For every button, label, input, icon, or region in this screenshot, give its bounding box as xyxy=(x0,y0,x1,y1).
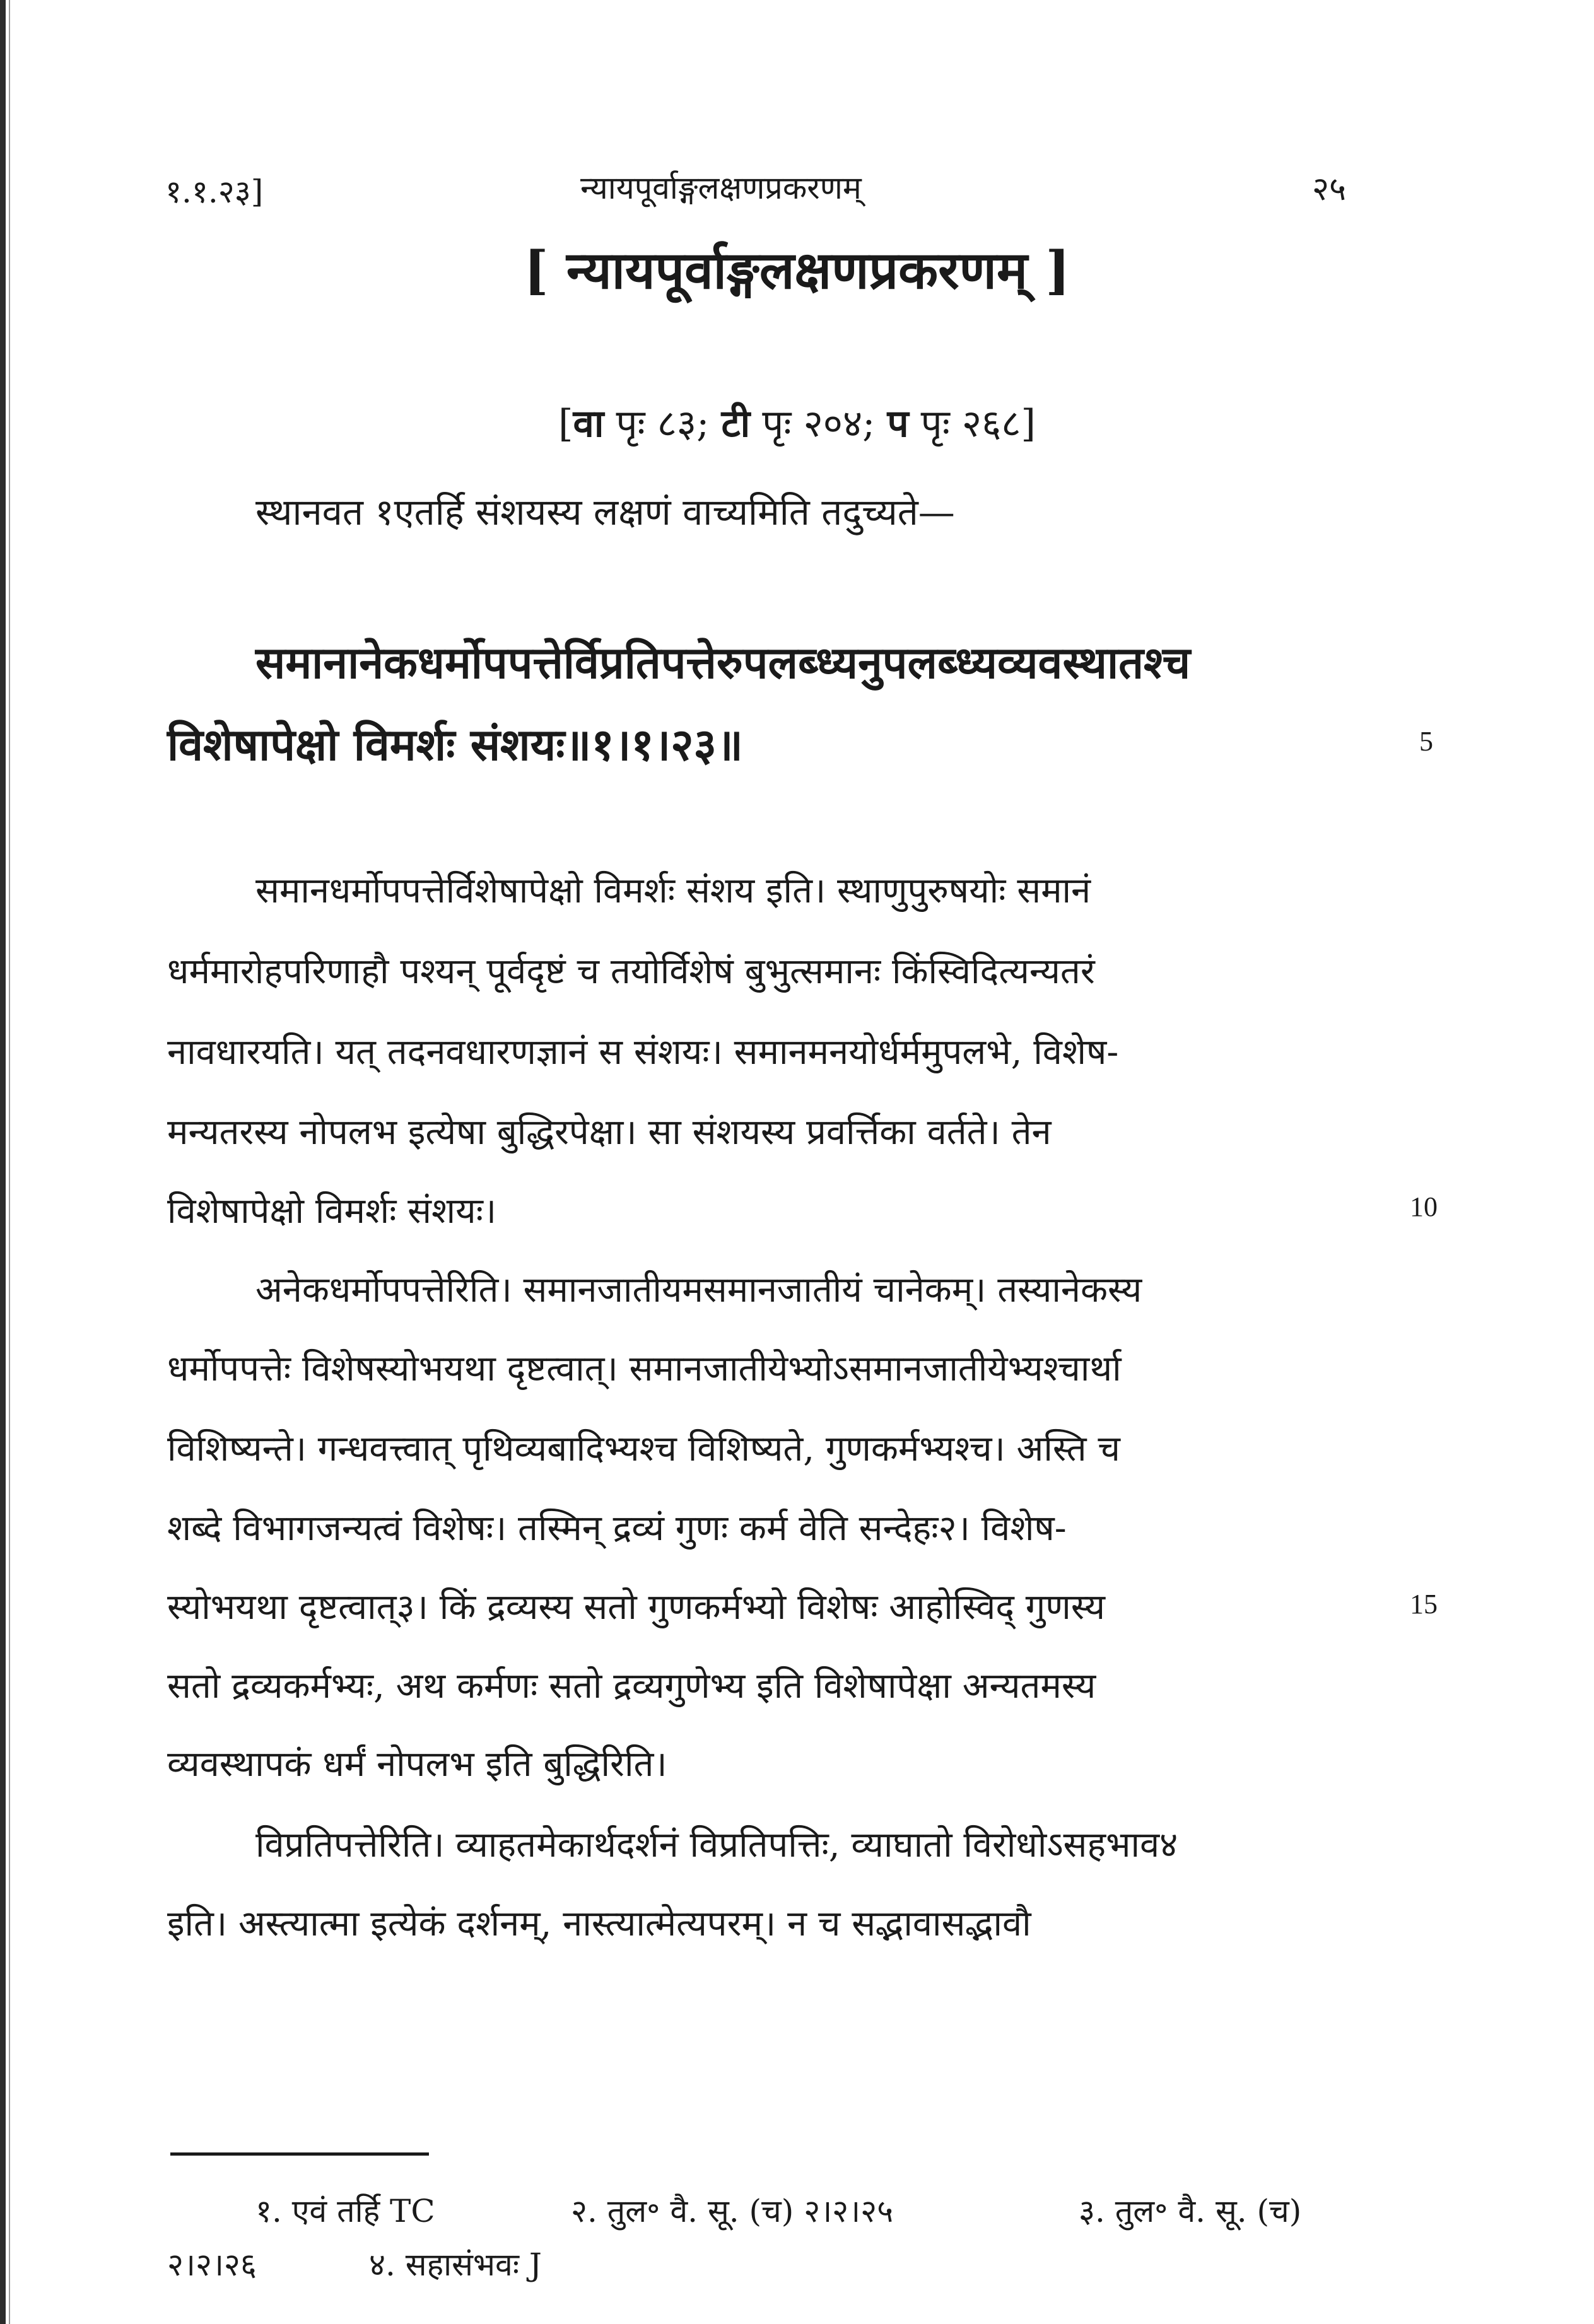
ref-pa-label: प xyxy=(887,402,909,446)
footnote-4: ४. सहासंभवः J xyxy=(369,2246,542,2283)
body-line: विशेषापेक्षो विमर्शः संशयः। xyxy=(167,1191,497,1232)
ref-va-label: वा xyxy=(573,402,604,446)
line-number-10: 10 xyxy=(1410,1191,1438,1222)
refs-open: [ xyxy=(558,402,573,446)
footnote-2: २. तुल॰ वै. सू. (च) २।२।२५ xyxy=(571,2193,894,2229)
body-line: सतो द्रव्यकर्मभ्यः, अथ कर्मणः सतो द्रव्यगुणेभ्य इति विशेषापेक्षा अन्यतमस्य xyxy=(167,1666,1096,1707)
ref-pa-page: पृः २६८ xyxy=(908,402,1021,446)
page-number: २५ xyxy=(1312,170,1347,208)
body-line: इति। अस्त्यात्मा इत्येकं दर्शनम्, नास्त्यात्मेत्यपरम्। न च सद्भावासद्भावौ xyxy=(167,1903,1031,1944)
ref-va-page: पृः ८३; xyxy=(604,402,722,446)
intro-line: स्थानवत १एतर्हि संशयस्य लक्षणं वाच्यमिति तदुच्यते— xyxy=(255,491,955,534)
footnote-separator xyxy=(170,2152,429,2156)
running-head-title: न्यायपूर्वाङ्गलक्षणप्रकरणम् xyxy=(580,170,862,206)
footnote-3: ३. तुल॰ वै. सू. (च) xyxy=(1079,2193,1302,2229)
scan-edge-shadow xyxy=(0,0,6,2324)
body-line: मन्यतरस्य नोपलभ इत्येषा बुद्धिरपेक्षा। सा संशयस्य प्रवर्त्तिका वर्तते। तेन xyxy=(167,1112,1052,1153)
footnote-3-continued: २।२।२६ xyxy=(167,2246,257,2283)
body-line: स्योभयथा दृष्टत्वात्३। किं द्रव्यस्य सतो गुणकर्मभ्यो विशेषः आहोस्विद् गुणस्य xyxy=(167,1587,1106,1628)
line-number-5: 5 xyxy=(1419,726,1433,757)
scan-edge-line xyxy=(9,0,10,2324)
ref-ti-page: पृः २०४; xyxy=(750,402,888,446)
body-line: व्यवस्थापकं धर्मं नोपलभ इति बुद्धिरिति। xyxy=(167,1744,667,1785)
commentary-references xyxy=(0,396,1594,448)
body-line: शब्दे विभागजन्यत्वं विशेषः। तस्मिन् द्रव्यं गुणः कर्म वेति सन्देहः२। विशेष- xyxy=(167,1508,1067,1549)
body-line: धर्ममारोहपरिणाहौ पश्यन् पूर्वदृष्टं च तयोर्विशेषं बुभुत्समानः किंस्विदित्यन्यतरं xyxy=(167,951,1095,992)
ref-ti-label: टी xyxy=(721,402,751,446)
sutra-line-1: समानानेकधर्मोपपत्तेर्विप्रतिपत्तेरुपलब्ध्यनुपलब्ध्यव्यवस्थातश्च xyxy=(255,636,1191,689)
section-title: [ न्यायपूर्वाङ्गलक्षणप्रकरणम् ] xyxy=(524,240,1070,301)
body-line: नावधारयति। यत् तदनवधारणज्ञानं स संशयः। समानमनयोर्धर्ममुपलभे, विशेष- xyxy=(167,1032,1119,1073)
body-line: समानधर्मोपपत्तेर्विशेषापेक्षो विमर्शः संशय इति। स्थाणुपुरुषयोः समानं xyxy=(255,870,1091,911)
body-line: अनेकधर्मोपपत्तेरिति। समानजातीयमसमानजातीयं चानेकम्। तस्यानेकस्य xyxy=(255,1270,1142,1311)
sutra-line-2: विशेषापेक्षो विमर्शः संशयः॥१।१।२३॥ xyxy=(167,718,743,771)
body-line: धर्मोपपत्तेः विशेषस्योभयथा दृष्टत्वात्। समानजातीयेभ्योऽसमानजातीयेभ्यश्चार्था xyxy=(167,1348,1122,1389)
body-line: विप्रतिपत्तेरिति। व्याहतमेकार्थदर्शनं विप्रतिपत्तिः, व्याघातो विरोधोऽसहभाव४ xyxy=(255,1825,1178,1866)
running-head-verse-ref: १.१.२३] xyxy=(165,173,264,210)
line-number-15: 15 xyxy=(1410,1589,1438,1620)
refs-close: ] xyxy=(1021,402,1036,446)
body-line: विशिष्यन्ते। गन्धवत्त्वात् पृथिव्यबादिभ्यश्च विशिष्यते, गुणकर्मभ्यश्च। अस्ति च xyxy=(167,1428,1120,1469)
footnote-1: १. एवं तर्हि TC xyxy=(255,2193,435,2229)
